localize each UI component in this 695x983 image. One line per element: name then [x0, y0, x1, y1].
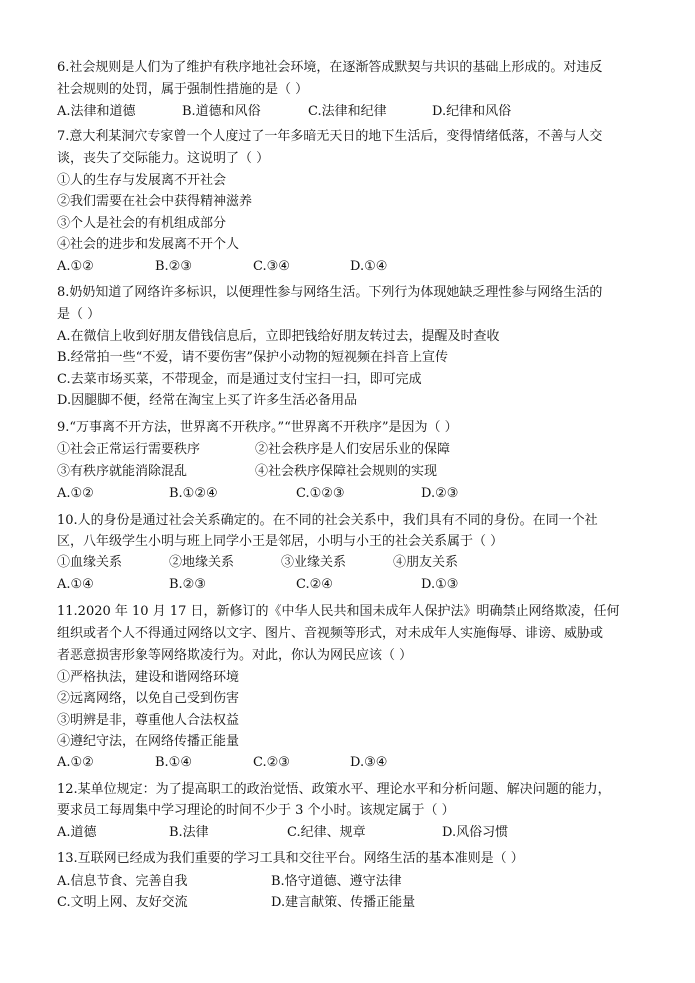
q8-option-d: D.因腿脚不便，经常在淘宝上买了许多生活必备用品 — [57, 393, 358, 408]
q13-option-b: B.恪守道德、遵守法律 — [271, 874, 402, 889]
q11-statement-4: ④遵纪守法，在网络传播正能量 — [57, 734, 240, 749]
q10-statement-4: ④朋友关系 — [393, 555, 459, 570]
q7-statement-1: ①人的生存与发展离不开社会 — [57, 173, 227, 188]
q13-option-a: A.信息节食、完善自我 — [57, 874, 188, 889]
q10-option-b: B.②③ — [169, 577, 206, 592]
q9-option-b: B.①②④ — [169, 486, 218, 501]
q9-option-a: A.①② — [57, 486, 94, 501]
q10-statement-1: ①血缘关系 — [57, 555, 123, 570]
q11-option-d: D.③④ — [350, 755, 388, 770]
q8-stem-line1: 8.奶奶知道了网络许多标识，以便理性参与网络生活。下列行为体现她缺乏理性参与网络生活的 — [57, 285, 603, 300]
q8-option-c: C.去菜市场买菜，不带现金，而是通过支付宝扫一扫，即可完成 — [57, 372, 422, 387]
q11-option-b: B.①④ — [155, 755, 192, 770]
q11-stem-line2: 组织或者个人不得通过网络以文字、图片、音视频等形式，对未成年人实施侮辱、诽谤、威胁或 — [57, 626, 604, 641]
q7-option-b: B.②③ — [155, 259, 192, 274]
q13-option-d: D.建言献策、传播正能量 — [271, 895, 416, 910]
q12-option-b: B.法律 — [169, 825, 209, 840]
q10-stem-line2: 区，八年级学生小明与班上同学小王是邻居，小明与小王的社会关系属于（ ） — [57, 534, 504, 549]
q11-stem-line3: 者恶意损害形象等网络欺凌行为。对此，你认为网民应该（ ） — [57, 648, 413, 663]
q11-statement-1: ①严格执法，建设和谐网络环境 — [57, 670, 240, 685]
q7-option-c: C.③④ — [253, 259, 290, 274]
q11-option-c: C.②③ — [253, 755, 290, 770]
q9-stem-line1: 9.“万事离不开方法，世界离不开秩序。”“世界离不开秩序”是因为（ ） — [57, 420, 458, 435]
q7-option-a: A.①② — [57, 259, 94, 274]
q12-stem-line1: 12.某单位规定：为了提高职工的政治觉悟、政策水平、理论水平和分析问题、解决问题的能力， — [57, 782, 611, 797]
q12-option-d: D.风俗习惯 — [442, 825, 509, 840]
q10-statement-3: ③业缘关系 — [281, 555, 347, 570]
q6-option-a: A.法律和道德 — [57, 104, 136, 119]
q13-option-c: C.文明上网、友好交流 — [57, 895, 188, 910]
q11-statement-3: ③明辨是非，尊重他人合法权益 — [57, 713, 240, 728]
q10-option-c: C.②④ — [296, 577, 333, 592]
q8-option-a: A.在微信上收到好朋友借钱信息后，立即把钱给好朋友转过去，提醒及时查收 — [57, 329, 500, 344]
q7-stem-line1: 7.意大利某洞穴专家曾一个人度过了一年多暗无天日的地下生活后，变得情绪低落，不善与人交 — [57, 129, 603, 144]
q9-statement-1: ①社会正常运行需要秩序 — [57, 442, 201, 457]
q7-option-d: D.①④ — [350, 259, 388, 274]
q11-stem-line1: 11.2020 年 10 月 17 日，新修订的《中华人民共和国未成年人保护法》明确禁止网络欺凌，任何 — [57, 604, 620, 619]
q10-stem-line1: 10.人的身份是通过社会关系确定的。在不同的社会关系中，我们具有不同的身份。在同一个社 — [57, 513, 598, 528]
q9-statement-2: ②社会秩序是人们安居乐业的保障 — [255, 442, 451, 457]
q6-stem-line2: 社会规则的处罚，属于强制性措施的是（ ） — [57, 82, 309, 97]
q10-option-d: D.①③ — [421, 577, 459, 592]
q7-statement-2: ②我们需要在社会中获得精神滋养 — [57, 194, 253, 209]
q9-option-c: C.①②③ — [296, 486, 345, 501]
q12-option-a: A.道德 — [57, 825, 97, 840]
q13-stem-line1: 13.互联网已经成为我们重要的学习工具和交往平台。网络生活的基本准则是（ ） — [57, 851, 524, 866]
q7-statement-4: ④社会的进步和发展离不开个人 — [57, 237, 240, 252]
q6-option-c: C.法律和纪律 — [308, 104, 387, 119]
q9-statement-3: ③有秩序就能消除混乱 — [57, 464, 188, 479]
q9-statement-4: ④社会秩序保障社会规则的实现 — [255, 464, 438, 479]
q7-stem-line2: 谈，丧失了交际能力。这说明了（ ） — [57, 151, 270, 166]
q12-stem-line2: 要求员工每周集中学习理论的时间不少于 3 个小时。该规定属于（ ） — [57, 803, 455, 818]
q9-option-d: D.②③ — [421, 486, 459, 501]
q6-option-d: D.纪律和风俗 — [432, 104, 512, 119]
q8-option-b: B.经常拍一些“不爱，请不要伤害”保护小动物的短视频在抖音上宣传 — [57, 350, 448, 365]
q11-statement-2: ②远离网络，以免自己受到伤害 — [57, 691, 240, 706]
q11-option-a: A.①② — [57, 755, 94, 770]
q6-stem-line1: 6.社会规则是人们为了维护有秩序地社会环境，在逐渐答成默契与共识的基础上形成的。对违反 — [57, 60, 603, 75]
q10-statement-2: ②地缘关系 — [169, 555, 235, 570]
q6-option-b: B.道德和风俗 — [182, 104, 261, 119]
q7-statement-3: ③个人是社会的有机组成部分 — [57, 216, 227, 231]
q8-stem-line2: 是（ ） — [57, 307, 101, 322]
q10-option-a: A.①④ — [57, 577, 94, 592]
q12-option-c: C.纪律、规章 — [287, 825, 366, 840]
